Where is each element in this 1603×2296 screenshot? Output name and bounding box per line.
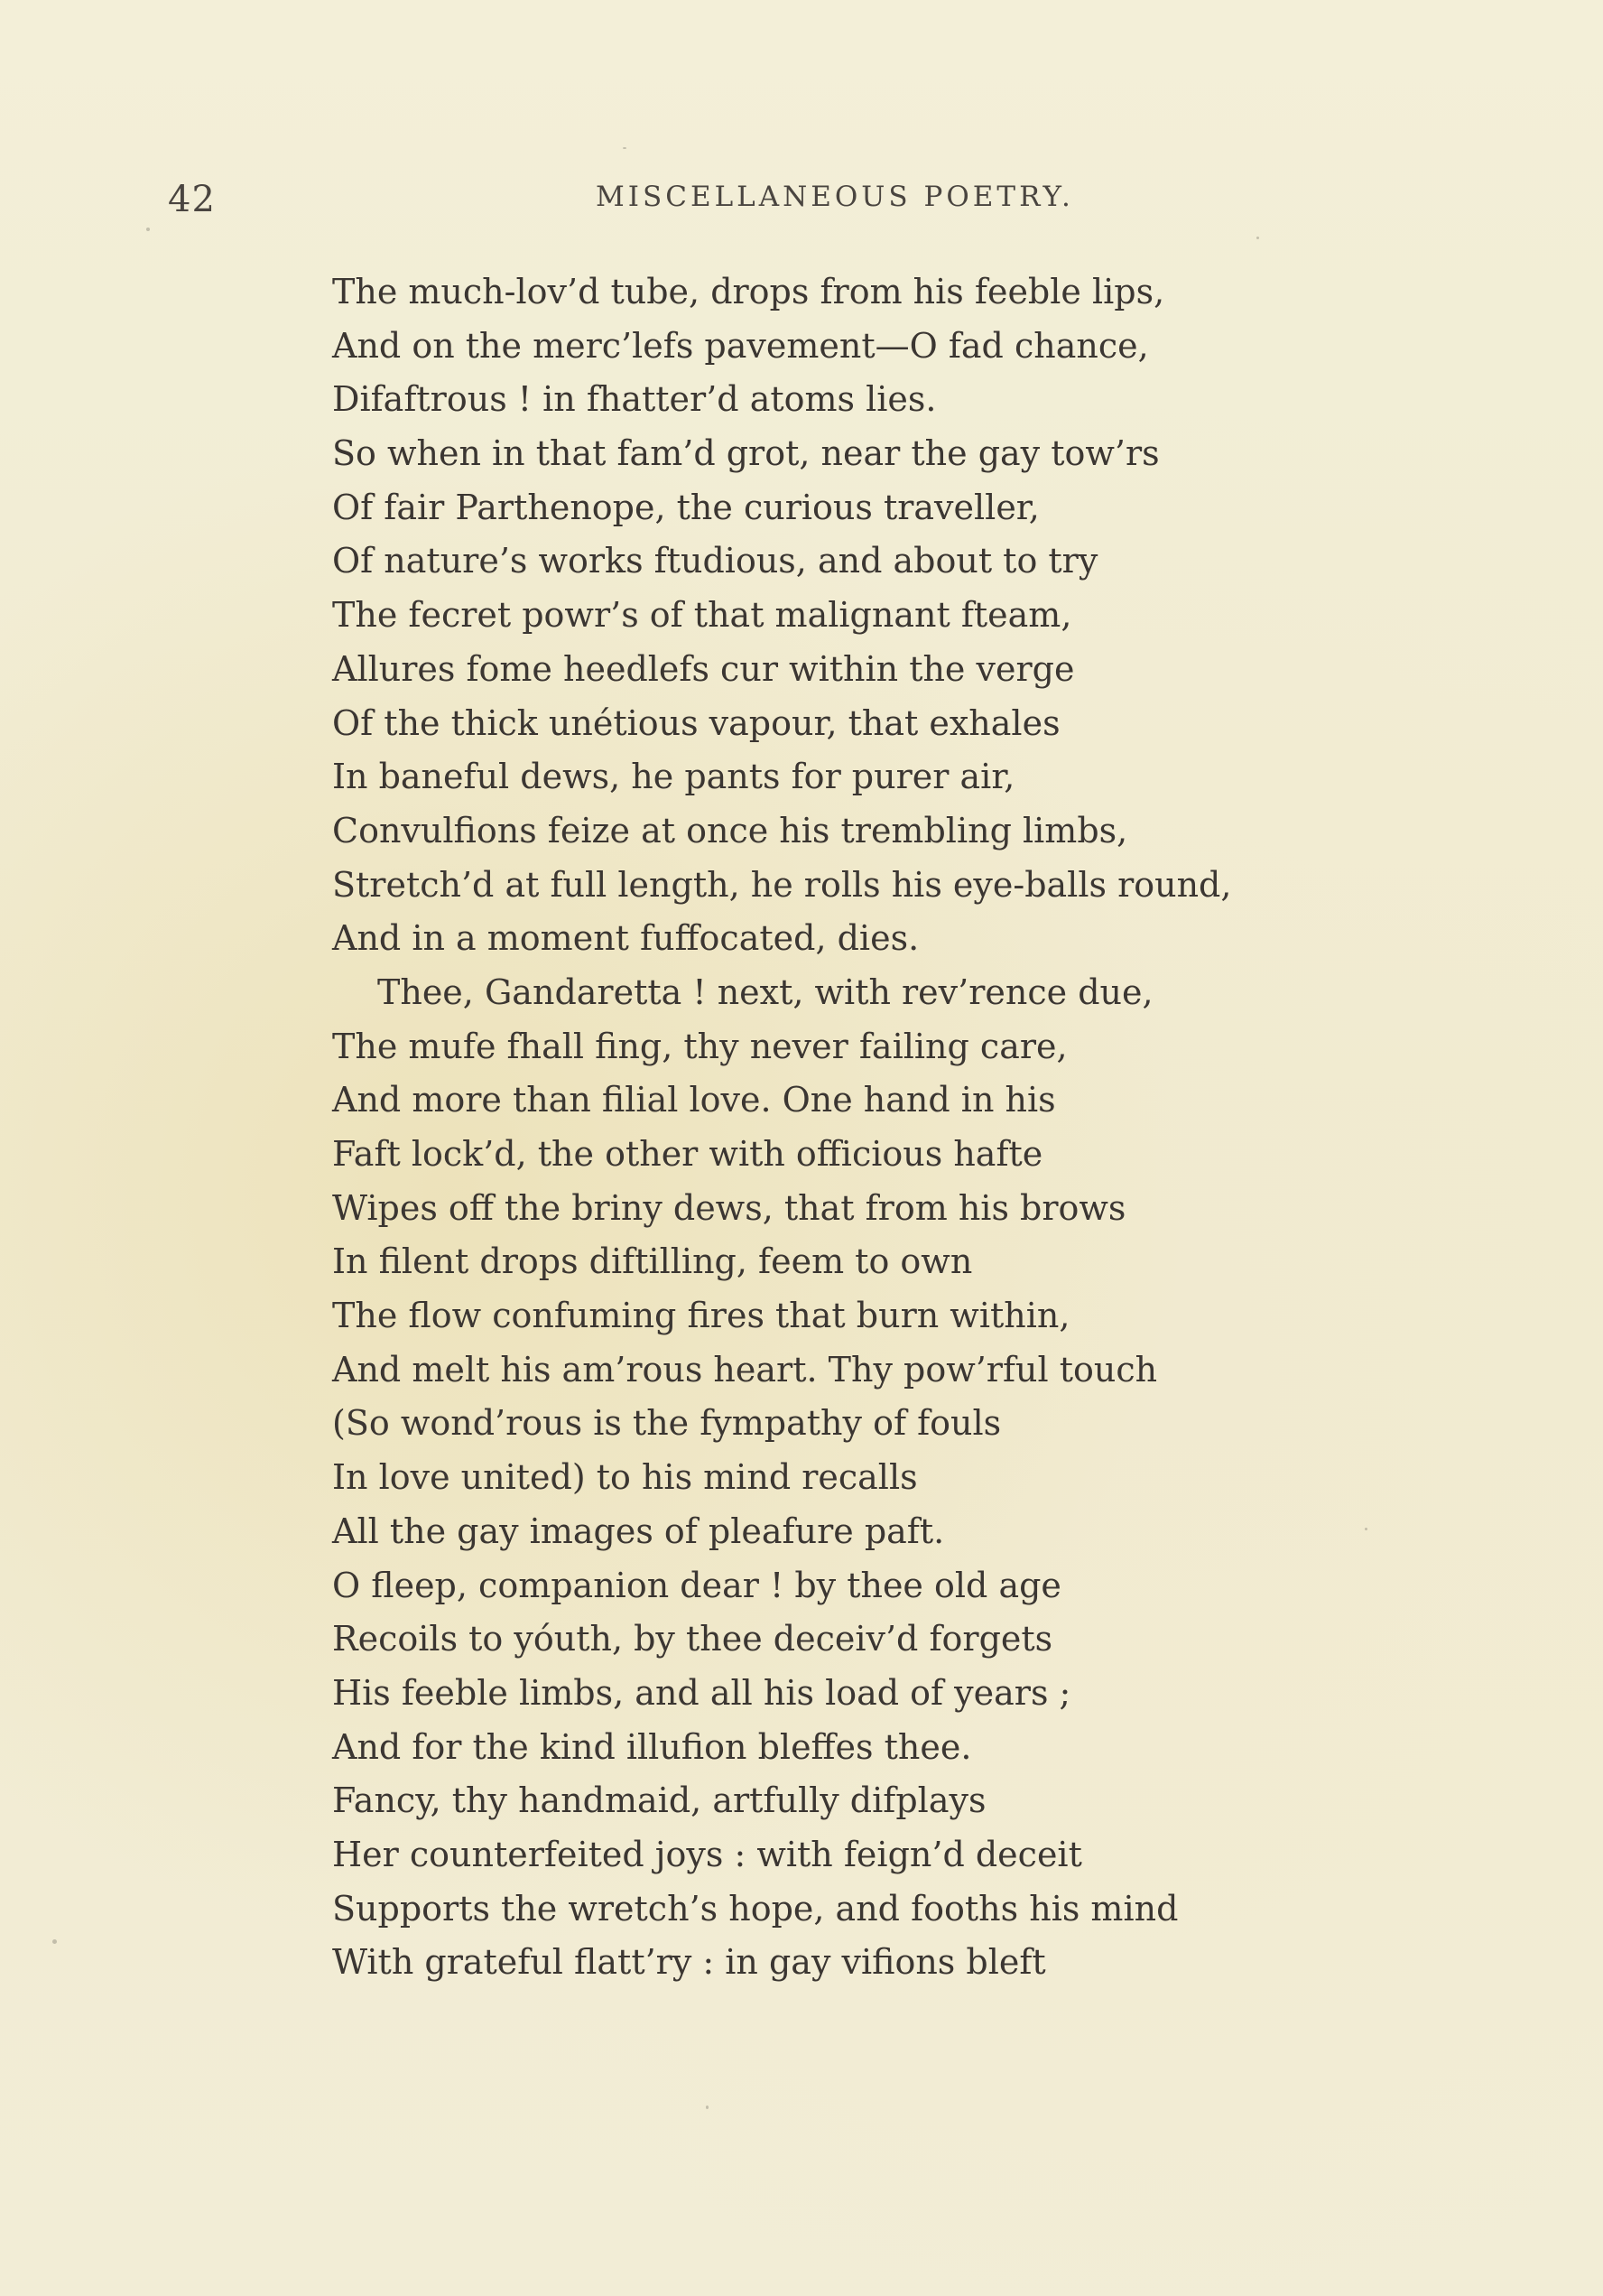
paper-speck bbox=[623, 147, 626, 149]
page-number: 42 bbox=[168, 179, 216, 220]
verse-line: All the gay images of pleafure paft. bbox=[332, 1511, 945, 1551]
paper-speck bbox=[706, 2105, 709, 2109]
verse-line: And more than filial love. One hand in his bbox=[332, 1080, 1056, 1120]
verse-line: Her counterfeited joys : with feign’d deceit bbox=[332, 1834, 1082, 1874]
verse-line: Difaftrous ! in fhatter’d atoms lies. bbox=[332, 379, 937, 420]
paper-speck bbox=[52, 1939, 57, 1944]
verse-line: Supports the wretch’s hope, and fooths his mind bbox=[332, 1888, 1179, 1929]
verse-line: And for the kind illufion bleffes thee. bbox=[332, 1726, 972, 1767]
verse-line: Faft lock’d, the other with officious hafte bbox=[332, 1134, 1043, 1174]
verse-line: His feeble limbs, and all his load of years ; bbox=[332, 1672, 1071, 1713]
verse-line: With grateful flatt’ry : in gay vifions bleft bbox=[332, 1942, 1046, 1983]
verse-line: (So wond’rous is the fympathy of fouls bbox=[332, 1403, 1002, 1444]
verse-line: Convulfions feize at once his trembling limbs, bbox=[332, 810, 1128, 851]
verse-line: In love united) to his mind recalls bbox=[332, 1457, 918, 1498]
verse-line: Wipes off the briny dews, that from his brows bbox=[332, 1187, 1126, 1228]
verse-line: Allures fome heedlefs cur within the verge bbox=[332, 648, 1075, 689]
verse-line: And melt his am’rous heart. Thy pow’rful touch bbox=[332, 1349, 1158, 1390]
verse-line: Recoils to yóuth, by thee deceiv’d forgets bbox=[332, 1619, 1053, 1659]
running-title: MISCELLANEOUS POETRY. bbox=[596, 181, 1074, 213]
verse-line: So when in that fam’d grot, near the gay tow’rs bbox=[332, 433, 1160, 474]
verse-line: Of nature’s works ftudious, and about to try bbox=[332, 541, 1098, 581]
paper-speck bbox=[146, 228, 150, 231]
verse-line: The fecret powr’s of that malignant fteam, bbox=[332, 595, 1072, 636]
verse-line: In filent drops diftilling, feem to own bbox=[332, 1241, 973, 1282]
verse-line: Of the thick unétious vapour, that exhales bbox=[332, 702, 1061, 743]
verse-line: Fancy, thy handmaid, artfully difplays bbox=[332, 1780, 987, 1821]
verse-line: The mufe fhall fing, thy never failing care, bbox=[332, 1026, 1068, 1066]
paper-speck bbox=[1365, 1528, 1367, 1530]
poem-text bbox=[332, 265, 1231, 1990]
verse-line: And in a moment fuffocated, dies. bbox=[332, 918, 920, 959]
verse-line: The much-lov’d tube, drops from his feeble lips, bbox=[332, 272, 1165, 311]
paper-speck bbox=[1256, 237, 1259, 239]
verse-line: In baneful dews, he pants for purer air, bbox=[332, 757, 1015, 797]
verse-line: And on the merc’lefs pavement—O fad chance, bbox=[332, 325, 1149, 366]
verse-line: The flow confuming fires that burn within, bbox=[332, 1296, 1070, 1336]
verse-line: O fleep, companion dear ! by thee old age bbox=[332, 1565, 1061, 1605]
verse-line: Of fair Parthenope, the curious traveller, bbox=[332, 487, 1040, 527]
verse-line: Stretch’d at full length, he rolls his eye-balls round, bbox=[332, 864, 1232, 905]
verse-line: Thee, Gandaretta ! next, with rev’rence due, bbox=[377, 971, 1154, 1012]
